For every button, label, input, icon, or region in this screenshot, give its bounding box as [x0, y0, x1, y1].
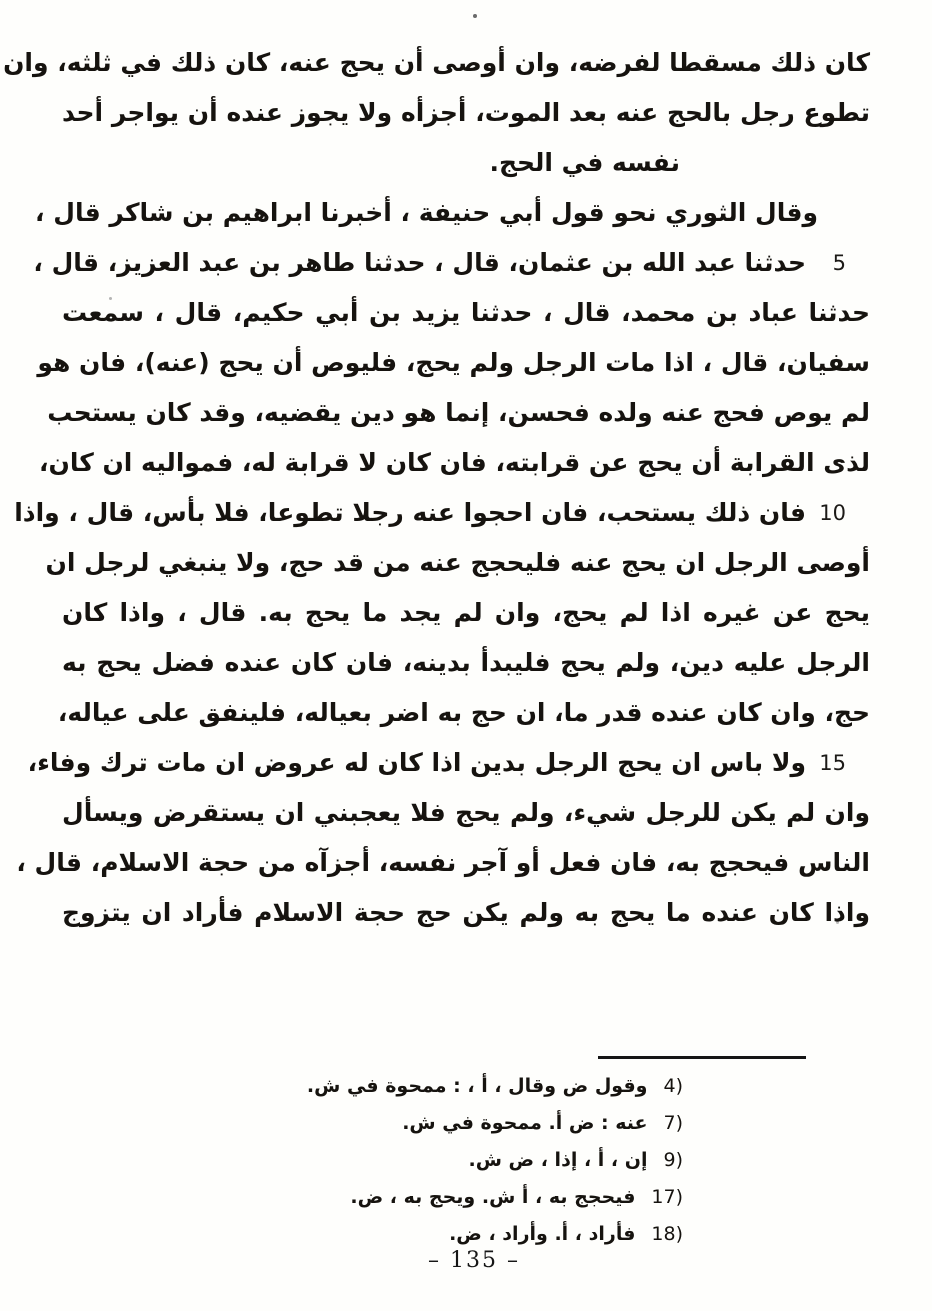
footnote-marker: 4): [663, 1075, 683, 1097]
text-line: [57, 688, 870, 738]
page-number: – 135 –: [428, 1248, 520, 1273]
text-line: [62, 138, 870, 188]
text-line: [62, 788, 870, 838]
text-line: [37, 338, 870, 388]
margin-line-number: 10: [819, 501, 846, 525]
footnote-marker: 7): [663, 1112, 683, 1134]
footnote: [253, 1068, 683, 1105]
text-line-content: لم يوص فحج عنه ولده فحسن، إنما هو دين يقضيه، وقد كان يستحب: [47, 398, 870, 427]
footnotes-section: [253, 1068, 683, 1253]
margin-line-number: 15: [819, 751, 846, 775]
text-line: [62, 888, 870, 938]
text-line: [38, 438, 870, 488]
text-line-content: لذى القرابة أن يحج عن قرابته، فان كان لا قرابة له، فمواليه ان كان،: [38, 448, 870, 477]
text-line-content: واذا كان عنده ما يحج به ولم يكن حج حجة الاسلام فأراد ان يتزوج: [62, 898, 870, 927]
footnote-marker: 17): [651, 1186, 683, 1208]
footnote: [253, 1105, 683, 1142]
main-text-block: [3, 38, 870, 938]
text-line-content: أوصى الرجل ان يحج عنه فليحجج عنه من قد حج، ولا ينبغي لرجل ان: [45, 548, 870, 577]
text-line-content: كان ذلك مسقطا لفرضه، وان أوصى أن يحج عنه، كان ذلك في ثلثه، وان: [3, 48, 870, 77]
text-line-content: يحج عن غيره اذا لم يحج، وان لم يجد ما يحج به. قال ، واذا كان: [62, 598, 870, 627]
footnote-marker: 18): [651, 1223, 683, 1245]
text-line: [62, 638, 870, 688]
text-line: [35, 188, 870, 238]
footnote-text: وقول ض وقال ، أ ، : ممحوة في ش.: [306, 1075, 648, 1097]
footnote-marker: 9): [663, 1149, 683, 1171]
text-line-content: حج، وان كان عنده قدر ما، ان حج به اضر بعياله، فلينفق على عياله،: [57, 698, 870, 727]
footnote-separator-rule: [598, 1056, 806, 1059]
footnote: [253, 1142, 683, 1179]
text-line: [62, 288, 870, 338]
text-line-content: تطوع رجل بالحج عنه بعد الموت، أجزأه ولا يجوز عنده أن يواجر أحد: [62, 98, 870, 127]
text-line-content: حدثنا عباد بن محمد، قال ، حدثنا يزيد بن أبي حكيم، قال ، سمعت: [62, 298, 870, 327]
text-line: [16, 838, 870, 888]
footnote: [253, 1179, 683, 1216]
text-line: [33, 238, 870, 288]
text-line: [45, 538, 870, 588]
text-line-content: سفيان، قال ، اذا مات الرجل ولم يحج، فليوص أن يحج (عنه)، فان هو: [37, 348, 870, 377]
text-line: [27, 738, 870, 788]
text-line-content: فان ذلك يستحب، فان احجوا عنه رجلا تطوعا، فلا بأس، قال ، واذا: [14, 498, 806, 527]
margin-line-number: 5: [832, 251, 846, 275]
footnote-text: عنه : ض أ. ممحوة في ش.: [402, 1112, 648, 1134]
text-line: [62, 588, 870, 638]
text-line: [62, 88, 870, 138]
scan-speck: [473, 14, 477, 18]
text-line-content: نفسه في الحج.: [489, 148, 680, 177]
text-line: [3, 38, 870, 88]
text-line: [47, 388, 870, 438]
text-line: [14, 488, 870, 538]
text-line-content: الرجل عليه دين، ولم يحج فليبدأ بدينه، فان كان عنده فضل يحج به: [62, 648, 870, 677]
footnote-text: إن ، أ ، إذا ، ض ش.: [468, 1149, 648, 1171]
text-line-content: حدثنا عبد الله بن عثمان، قال ، حدثنا طاهر بن عبد العزيز، قال ،: [33, 248, 806, 277]
footnote-text: فأراد ، أ. وأراد ، ض.: [449, 1223, 636, 1245]
text-line-content: ولا باس ان يحج الرجل بدين اذا كان له عروض ان مات ترك وفاء،: [27, 748, 806, 777]
text-line-content: الناس فيحجج به، فان فعل أو آجر نفسه، أجزآه من حجة الاسلام، قال ،: [16, 848, 870, 877]
text-line-content: وان لم يكن للرجل شيء، ولم يحج فلا يعجبني ان يستقرض ويسأل: [62, 798, 870, 827]
footnote-text: فيحجج به ، أ ش. ويحج به ، ض.: [350, 1186, 636, 1208]
text-line-content: وقال الثوري نحو قول أبي حنيفة ، أخبرنا ابراهيم بن شاكر قال ،: [35, 198, 818, 227]
